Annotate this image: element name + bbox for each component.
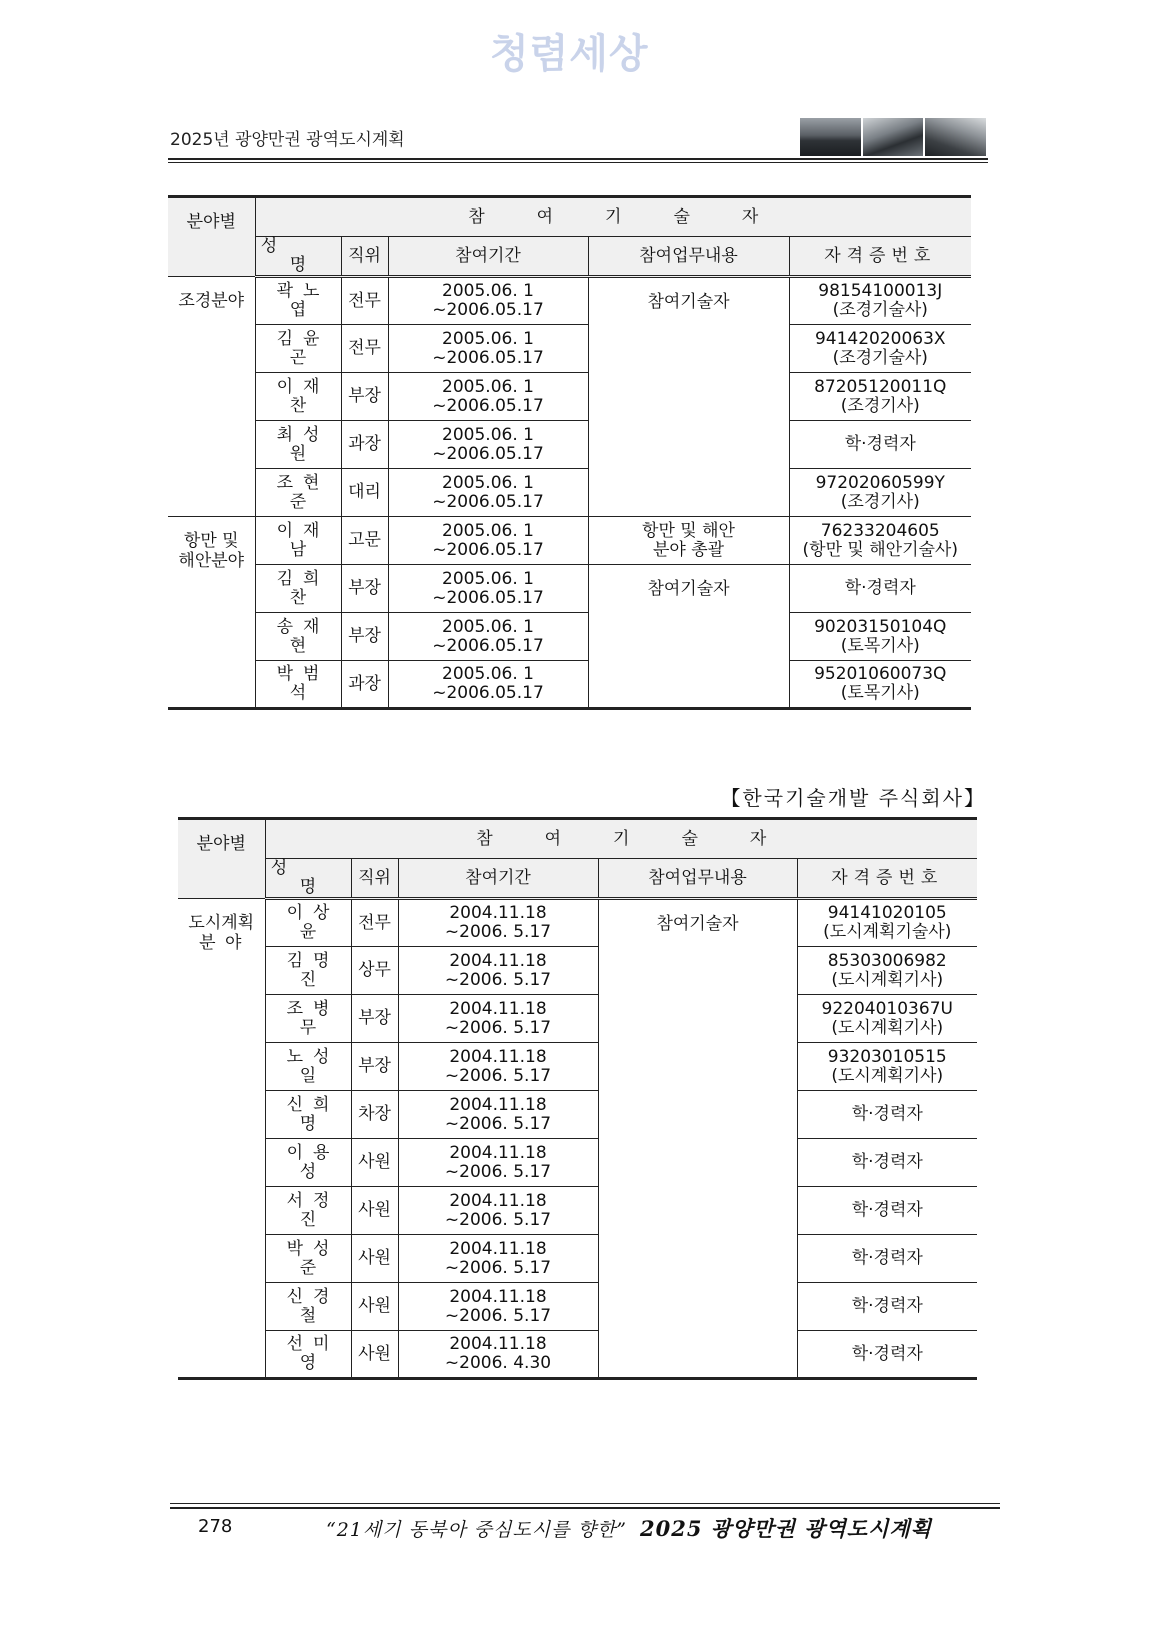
cert-number: 94142020063X — [814, 328, 946, 349]
participant-name: 노성일 — [265, 1043, 351, 1091]
participant-position: 전무 — [341, 325, 388, 373]
certificate-number — [789, 661, 971, 709]
cert-type: (토목기사) — [840, 635, 920, 656]
company-label: 【한국기술개발 주식회사】 — [720, 786, 986, 810]
cert-number: 94141020105 — [827, 903, 947, 923]
participation-period — [398, 1331, 598, 1379]
participation-period — [388, 277, 588, 325]
participation-period — [398, 1091, 598, 1139]
certificate-number — [797, 1187, 977, 1235]
field-line: 도시계획 — [188, 913, 255, 933]
col-header-position: 직위 — [341, 237, 388, 277]
period-end: ~2006. 5.17 — [444, 1305, 552, 1326]
certificate-number — [797, 1139, 977, 1187]
col-header-cert: 자격증번호 — [789, 237, 971, 277]
table-row — [178, 995, 977, 1043]
cert-number: 학·경력자 — [851, 1248, 923, 1268]
table-row — [178, 947, 977, 995]
table-row — [178, 1283, 977, 1331]
period-start: 2005.06. 1 — [442, 424, 534, 445]
table-row — [178, 1235, 977, 1283]
period-end: ~2006.05.17 — [432, 587, 544, 608]
cert-number: 학·경력자 — [851, 1200, 923, 1220]
participant-name: 송재현 — [255, 613, 341, 661]
period-start: 2004.11.18 — [449, 1094, 547, 1115]
table-row — [168, 517, 971, 565]
duty-description: 참여기술자 — [588, 277, 789, 517]
col-header-period: 참여기간 — [398, 859, 598, 899]
field-category — [168, 517, 255, 709]
field-line: 항만 및 — [183, 531, 239, 551]
header-photo-strip — [800, 118, 986, 156]
document-header-title: 2025년 광양만권 광역도시계획 — [170, 130, 405, 150]
participant-name: 최성원 — [255, 421, 341, 469]
watermark-logo: 청렴세상 — [490, 31, 649, 77]
field-header: 분야별 — [168, 197, 255, 277]
footer-rule — [170, 1507, 1000, 1509]
participation-period — [398, 995, 598, 1043]
cert-number: 학·경력자 — [844, 434, 916, 454]
participant-position: 과장 — [341, 661, 388, 709]
participation-period — [388, 613, 588, 661]
period-start: 2004.11.18 — [449, 998, 547, 1019]
cert-number: 학·경력자 — [851, 1343, 923, 1364]
cert-number: 92204010367U — [821, 998, 953, 1019]
cert-number: 87205120011Q — [814, 376, 947, 397]
period-end: ~2006.05.17 — [432, 635, 544, 656]
cert-number: 90203150104Q — [814, 616, 947, 637]
period-end: ~2006. 5.17 — [444, 1161, 552, 1182]
participant-name: 신희명 — [265, 1091, 351, 1139]
table-row — [178, 1187, 977, 1235]
header-photo — [925, 118, 986, 156]
participant-name: 서정진 — [265, 1187, 351, 1235]
cert-number: 95201060073Q — [814, 664, 947, 684]
table-row — [178, 1091, 977, 1139]
period-start: 2005.06. 1 — [442, 520, 534, 541]
participant-position: 부장 — [341, 373, 388, 421]
period-start: 2005.06. 1 — [442, 664, 534, 684]
cert-number: 85303006982 — [827, 950, 947, 971]
period-end: ~2006. 5.17 — [444, 922, 552, 942]
participant-name: 박범석 — [255, 661, 341, 709]
participant-name: 김명진 — [265, 947, 351, 995]
participants-header: 참여기술자 — [265, 819, 977, 859]
duty-line: 항만 및 해안 — [642, 520, 735, 541]
period-start: 2004.11.18 — [449, 1190, 547, 1211]
participation-period — [398, 1043, 598, 1091]
participation-period — [388, 325, 588, 373]
page-number: 278 — [198, 1516, 233, 1537]
period-start: 2004.11.18 — [449, 1334, 547, 1354]
participant-position: 상무 — [351, 947, 398, 995]
col-header-position: 직위 — [351, 859, 398, 899]
field-category — [178, 899, 265, 1379]
participant-name: 김희찬 — [255, 565, 341, 613]
cert-type: (도시계획기사) — [831, 1017, 944, 1038]
duty-line: 분야 총괄 — [652, 539, 725, 560]
footer-plan-title: 2025 광양만권 광역도시계획 — [640, 1516, 932, 1541]
certificate-number — [797, 1091, 977, 1139]
table-row — [168, 373, 971, 421]
participant-position: 사원 — [351, 1331, 398, 1379]
col-header-name: 성명 — [255, 237, 341, 277]
footer-slogan: “21세기 동북아 중심도시를 향한” — [326, 1519, 627, 1541]
participant-position: 사원 — [351, 1283, 398, 1331]
cert-number: 학·경력자 — [851, 1296, 923, 1316]
participant-position: 사원 — [351, 1235, 398, 1283]
participants-header: 참여기술자 — [255, 197, 971, 237]
certificate-number — [789, 565, 971, 613]
certificate-number — [789, 421, 971, 469]
participant-name: 곽노엽 — [255, 277, 341, 325]
cert-type: (도시계획기사) — [831, 969, 944, 990]
period-end: ~2006. 5.17 — [444, 969, 552, 990]
table-row — [168, 325, 971, 373]
participation-period — [398, 1235, 598, 1283]
duty-description — [588, 517, 789, 565]
table-row — [178, 1331, 977, 1379]
participation-period — [388, 661, 588, 709]
certificate-number — [797, 899, 977, 947]
participant-name: 조현준 — [255, 469, 341, 517]
participants-table-urban-planning — [178, 817, 977, 1380]
cert-type: (조경기사) — [840, 395, 920, 416]
participant-position: 전무 — [351, 899, 398, 947]
header-rule — [168, 162, 988, 163]
cert-type: (토목기사) — [840, 683, 920, 703]
cert-type: (도시계획기술사) — [823, 922, 952, 942]
header-rule — [168, 158, 988, 160]
participation-period — [388, 373, 588, 421]
participation-period — [398, 947, 598, 995]
participant-name: 신경철 — [265, 1283, 351, 1331]
period-start: 2005.06. 1 — [442, 281, 534, 301]
certificate-number — [789, 517, 971, 565]
certificate-number — [797, 1043, 977, 1091]
period-end: ~2006. 5.17 — [444, 1065, 552, 1086]
participant-position: 사원 — [351, 1139, 398, 1187]
col-header-period: 참여기간 — [388, 237, 588, 277]
participant-name: 선미영 — [265, 1331, 351, 1379]
participant-position: 전무 — [341, 277, 388, 325]
period-end: ~2006.05.17 — [432, 443, 544, 464]
period-start: 2005.06. 1 — [442, 328, 534, 349]
cert-type: (항만 및 해안기술사) — [802, 539, 958, 560]
participant-position: 부장 — [341, 613, 388, 661]
certificate-number — [789, 469, 971, 517]
certificate-number — [797, 1331, 977, 1379]
table-row — [178, 1043, 977, 1091]
certificate-number — [789, 277, 971, 325]
participation-period — [388, 469, 588, 517]
header-photo — [800, 118, 861, 156]
certificate-number — [797, 1283, 977, 1331]
certificate-number — [789, 373, 971, 421]
period-start: 2004.11.18 — [449, 1238, 547, 1259]
period-start: 2005.06. 1 — [442, 376, 534, 397]
certificate-number — [797, 947, 977, 995]
period-end: ~2006.05.17 — [432, 539, 544, 560]
period-end: ~2006.05.17 — [432, 300, 544, 320]
duty-description: 참여기술자 — [598, 899, 797, 1379]
participant-position: 차장 — [351, 1091, 398, 1139]
participant-position: 부장 — [351, 1043, 398, 1091]
table-row — [168, 469, 971, 517]
cert-number: 학·경력자 — [851, 1104, 923, 1124]
participation-period — [388, 421, 588, 469]
certificate-number — [789, 613, 971, 661]
participation-period — [388, 517, 588, 565]
col-header-duty: 참여업무내용 — [588, 237, 789, 277]
period-start: 2004.11.18 — [449, 903, 547, 923]
period-end: ~2006. 5.17 — [444, 1209, 552, 1230]
cert-number: 76233204605 — [820, 520, 940, 541]
participant-name: 이상윤 — [265, 899, 351, 947]
table-row — [168, 565, 971, 613]
cert-number: 93203010515 — [827, 1046, 947, 1067]
col-header-name: 성명 — [265, 859, 351, 899]
participant-name: 박성준 — [265, 1235, 351, 1283]
participants-table-landscape-harbor — [168, 195, 971, 710]
participant-position: 사원 — [351, 1187, 398, 1235]
period-start: 2005.06. 1 — [442, 472, 534, 493]
period-end: ~2006. 5.17 — [444, 1113, 552, 1134]
period-end: ~2006.05.17 — [432, 395, 544, 416]
table-row — [168, 277, 971, 325]
period-start: 2005.06. 1 — [442, 616, 534, 637]
participation-period — [398, 899, 598, 947]
period-start: 2004.11.18 — [449, 950, 547, 971]
participant-position: 부장 — [351, 995, 398, 1043]
field-category: 조경분야 — [168, 277, 255, 517]
participant-name: 조병무 — [265, 995, 351, 1043]
period-end: ~2006.05.17 — [432, 491, 544, 512]
period-end: ~2006. 4.30 — [444, 1353, 552, 1373]
participation-period — [398, 1187, 598, 1235]
table-row — [168, 613, 971, 661]
field-line: 해안분야 — [178, 551, 245, 571]
cert-number: 98154100013J — [818, 281, 943, 301]
period-end: ~2006. 5.17 — [444, 1257, 552, 1278]
participant-position: 대리 — [341, 469, 388, 517]
col-header-duty: 참여업무내용 — [598, 859, 797, 899]
period-end: ~2006.05.17 — [432, 683, 544, 703]
participant-position: 과장 — [341, 421, 388, 469]
participation-period — [398, 1283, 598, 1331]
certificate-number — [789, 325, 971, 373]
participant-name: 이재찬 — [255, 373, 341, 421]
cert-number: 학·경력자 — [844, 578, 916, 598]
col-header-cert: 자격증번호 — [797, 859, 977, 899]
cert-type: (도시계획기사) — [831, 1065, 944, 1086]
period-start: 2005.06. 1 — [442, 568, 534, 589]
table-row — [178, 1139, 977, 1187]
duty-description: 참여기술자 — [588, 565, 789, 709]
period-start: 2004.11.18 — [449, 1286, 547, 1307]
certificate-number — [797, 995, 977, 1043]
table-row — [168, 421, 971, 469]
participation-period — [388, 565, 588, 613]
participant-position: 고문 — [341, 517, 388, 565]
participant-name: 김윤곤 — [255, 325, 341, 373]
cert-number: 학·경력자 — [851, 1152, 923, 1172]
period-end: ~2006.05.17 — [432, 347, 544, 368]
field-line: 분 야 — [199, 933, 244, 953]
cert-number: 97202060599Y — [815, 472, 945, 493]
period-start: 2004.11.18 — [449, 1046, 547, 1067]
cert-type: (조경기술사) — [832, 300, 928, 320]
field-header: 분야별 — [178, 819, 265, 899]
cert-type: (조경기술사) — [832, 347, 928, 368]
participant-name: 이재남 — [255, 517, 341, 565]
period-end: ~2006. 5.17 — [444, 1017, 552, 1038]
participant-position: 부장 — [341, 565, 388, 613]
participant-name: 이용성 — [265, 1139, 351, 1187]
period-start: 2004.11.18 — [449, 1142, 547, 1163]
cert-type: (조경기사) — [840, 491, 920, 512]
footer-rule — [170, 1503, 1000, 1504]
table-row — [168, 661, 971, 709]
certificate-number — [797, 1235, 977, 1283]
participation-period — [398, 1139, 598, 1187]
table-row — [178, 899, 977, 947]
header-photo — [863, 118, 924, 156]
